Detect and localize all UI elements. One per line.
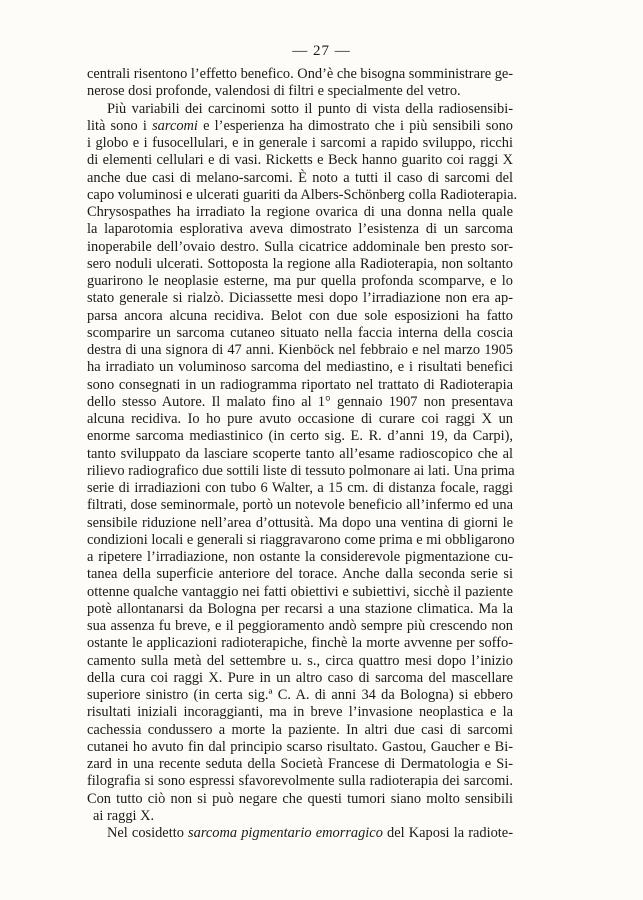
text-line xyxy=(87,118,513,135)
text-line: di elementi cellulari e di vasi. Ricketts e Beck hanno guarito coi raggi X xyxy=(87,152,513,169)
text-line xyxy=(87,825,513,842)
text-line: tanea della superficie anteriore del torace. Anche dalla seconda serie si xyxy=(87,566,513,583)
text-line: alcuna recidiva. Io ho pure avuto occasione di curare coi raggi X un xyxy=(87,411,513,427)
text-line: filografia si sono espressi sfavorevolmente sulla radioterapia dei sarcomi. xyxy=(87,773,513,790)
text-line: cutanei ho avuto fin dal principio scarso risultato. Gastou, Gaucher e Bi- xyxy=(87,738,513,755)
text-line: destra di una signora di 47 anni. Kienböck nel febbraio e nel marzo 1905 xyxy=(87,342,513,358)
text-line: camento sulla metà del settembre u. s., circa quattro mesi dopo l’inizio xyxy=(87,652,513,669)
text-line: risultati iniziali incoraggianti, ma in breve l’invasione neoplastica e la xyxy=(87,704,513,721)
text-line: guarirono le neoplasie esterne, ma pur quella profonda scomparve, e lo xyxy=(87,273,513,289)
text-line: enorme sarcoma mediastinico (in certo sig. E. R. d’anni 19, da Carpi), xyxy=(87,428,513,445)
page-number: — 27 — xyxy=(292,43,351,59)
text-line: superiore sinistro (in certa sig.ª C. A. di anni 34 da Bologna) si ebbero xyxy=(87,687,513,703)
text-line: nerose dosi profonde, valendosi di filtri e specialmente del vetro. xyxy=(87,83,461,100)
text-line: capo voluminosi e ulcerati guariti da Albers-Schönberg colla Radioterapia. xyxy=(87,186,518,203)
text-line: a ripetere l’irradiazione, non ostante la considerevole pigmentazione cu- xyxy=(87,549,513,565)
text-line: cachessia condussero a morte la paziente. In altri due casi di sarcomi xyxy=(87,721,513,738)
text-segment: del Kaposi la radiote- xyxy=(382,825,513,841)
text-line: tanto sviluppato da lasciare scoperte tanto all’esame radioscopico che al xyxy=(87,445,513,462)
text-line: anche due casi di melano-sarcomi. È noto a tutti il caso di sarcomi del xyxy=(87,169,513,186)
text-line: dello stesso Autore. Il malato fino al 1° gennaio 1907 non presentava xyxy=(87,393,513,410)
text-segment: Nel cosidetto xyxy=(107,825,189,841)
text-line: zard in una recente seduta della Società Francese di Dermatologia e Si- xyxy=(87,756,513,772)
text-line: i globo e i fusocellulari, e in generale i sarcomi a rapido sviluppo, ricchi xyxy=(87,135,513,151)
text-line: parsa ancora alcuna recidiva. Belot con due sole esposizioni ha fatto xyxy=(87,307,513,324)
text-segment: lità sono i xyxy=(87,117,153,134)
text-line: ostante le applicazioni radioterapiche, finchè la morte avvenne per soffo- xyxy=(87,635,513,652)
text-line: Più variabili dei carcinomi sotto il punto di vista della radiosensibi- xyxy=(107,100,513,117)
italic-term: sarcomi xyxy=(152,117,198,134)
text-line: la laparotomia esplorativa aveva dimostrato l’esistenza di un sarcoma xyxy=(87,221,513,238)
text-line: rilievo radiografico due sottili liste di tessuto polmonare ai lati. Una prima xyxy=(87,462,515,479)
text-segment: e l’esperienza ha dimostrato che i più sensibili sono xyxy=(197,117,513,134)
text-line: sua assenza fu breve, e il peggioramento andò sempre più crescendo non xyxy=(87,618,513,634)
text-line: scomparire un sarcoma cutaneo situato nella faccia interna della coscia xyxy=(87,324,513,341)
text-line: filtrati, dose seminormale, portò un notevole beneficio all’infermo ed una xyxy=(87,497,513,514)
body-text xyxy=(87,66,518,842)
text-line: ai raggi X. xyxy=(93,807,155,824)
text-line: inoperabile dell’ovaio destro. Sulla cicatrice addominale ben presto sor- xyxy=(87,238,513,255)
text-line: della cura coi raggi X. Pure in un altro caso di sarcoma del mascellare xyxy=(87,669,513,686)
text-line: sero noduli ulcerati. Sottoposta la regione alla Radioterapia, non soltanto xyxy=(87,255,513,272)
text-line: stato generale si rialzò. Diciassette mesi dopo l’irradiazione non era ap- xyxy=(87,290,513,307)
italic-term: sarcoma pigmentario emorragico xyxy=(188,825,383,841)
text-line: centrali risentono l’effetto benefico. Ond’è che bisogna somministrare ge- xyxy=(87,66,514,82)
text-line: ottenne qualche vantaggio nei fatti obiettivi e subiettivi, sicchè il paziente xyxy=(87,583,513,600)
text-line: sensibile riduzione nell’area d’ottusità. Ma dopo una ventina di giorni le xyxy=(87,514,513,531)
text-line: serie di irradiazioni con tubo 6 Walter, a 15 cm. di distanza focale, raggi xyxy=(87,480,513,496)
text-line: ha irradiato un voluminoso sarcoma del mediastino, e i risultati benefici xyxy=(87,359,513,376)
text-line: condizioni locali e generali si riaggravarono come prima e mi obbligarono xyxy=(87,531,515,548)
text-line: sono consegnati in un radiogramma riportato nel trattato di Radioterapia xyxy=(87,376,513,393)
text-line: Con tutto ciò non si può negare che questi tumori siano molto sensibili xyxy=(87,790,513,807)
text-line: potè allontanarsi da Bologna per recarsi a una stazione climatica. Ma la xyxy=(87,600,513,617)
text-line: Chrysospathes ha irradiato la regione ovarica di una donna nella quale xyxy=(87,204,513,220)
